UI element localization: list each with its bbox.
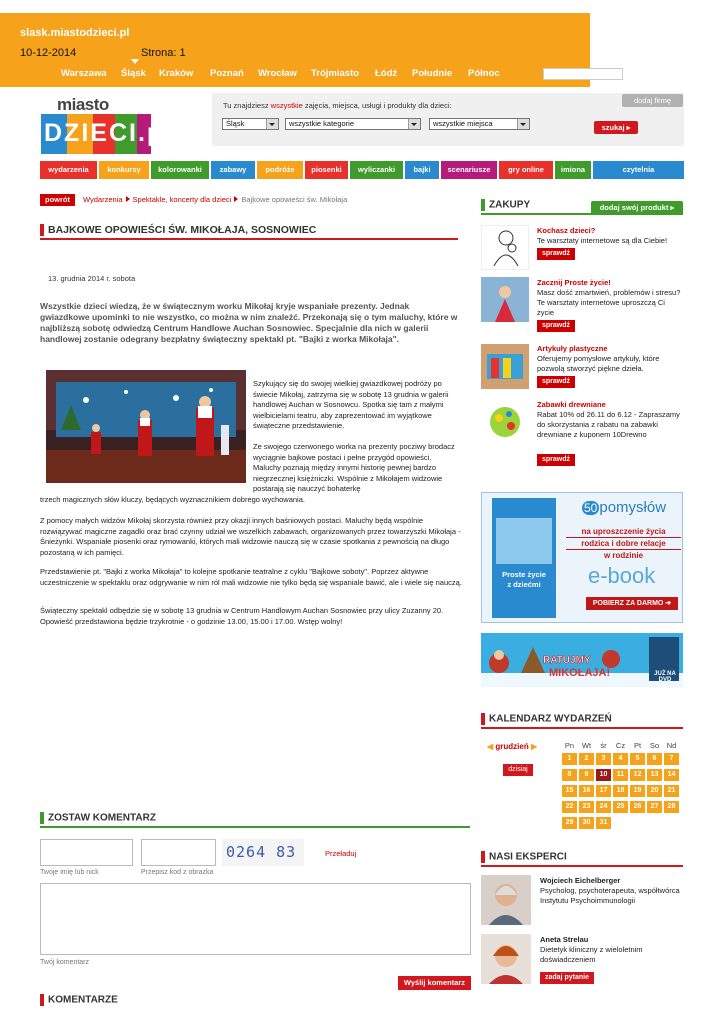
chevron-right-icon[interactable]: ▶ bbox=[530, 742, 538, 751]
calendar-day[interactable]: 15 bbox=[562, 785, 577, 797]
calendar-day-header: Pn bbox=[564, 741, 575, 750]
current-date: 10-12-2014 bbox=[20, 47, 77, 59]
calendar-day-header: So bbox=[649, 741, 660, 750]
category-link[interactable]: imiona bbox=[555, 161, 591, 179]
city-link[interactable]: Północ bbox=[468, 68, 500, 79]
calendar-day[interactable]: 8 bbox=[562, 769, 577, 781]
ebook-headline: 50 pomysłów bbox=[584, 499, 667, 516]
region-select[interactable]: Śląsk bbox=[222, 118, 279, 130]
calendar-day[interactable]: 6 bbox=[647, 753, 662, 765]
check-button[interactable]: sprawdź bbox=[537, 248, 575, 260]
city-link[interactable]: Trójmiasto bbox=[311, 68, 360, 79]
ebook-download-button[interactable]: POBIERZ ZA DARMO ➔ bbox=[586, 597, 678, 610]
product-thumbnail[interactable] bbox=[481, 277, 529, 322]
calendar-day[interactable]: 1 bbox=[562, 753, 577, 765]
calendar-day[interactable]: 13 bbox=[647, 769, 662, 781]
calendar-day[interactable]: 23 bbox=[579, 801, 594, 813]
category-link[interactable]: bajki bbox=[405, 161, 439, 179]
calendar-day[interactable]: 22 bbox=[562, 801, 577, 813]
product-thumbnail[interactable] bbox=[481, 225, 529, 270]
comments-title: KOMENTARZE bbox=[40, 994, 118, 1006]
calendar-day-header: Cz bbox=[615, 741, 626, 750]
product-desc: Oferujemy pomysłowe artykuły, które pozwolą stworzyć piękne dzieła. bbox=[537, 354, 660, 373]
check-button[interactable]: sprawdź bbox=[537, 320, 575, 332]
calendar-day[interactable]: 30 bbox=[579, 817, 594, 829]
article-paragraph: Szykujący się do swojej wielkiej gwiazdkowej podróży po świecie Mikołaj, zatrzyma się w sobotę 13 grudnia w galerii handlowej Auchan w Sosnowcu. Spotka się tam z małymi wielbicielami teatru, aby zaprezentować im wyjątkowe świąteczne przedstawienie. bbox=[253, 379, 449, 430]
logo-top: miasto bbox=[57, 95, 109, 114]
product-title[interactable]: Zabawki drewniane bbox=[537, 400, 606, 409]
today-button[interactable]: dzisiaj bbox=[503, 764, 533, 776]
product-title[interactable]: Zacznij Proste życie! bbox=[537, 278, 611, 287]
product-desc: Rabat 10% od 26.11 do 6.12 - Zapraszamy do skorzystania z rabatu na zabawki drewniane z kuponem 10Drewno bbox=[537, 410, 680, 439]
logo-bottom bbox=[41, 114, 177, 154]
captcha-image: 0264 83 bbox=[222, 839, 304, 866]
name-input[interactable] bbox=[40, 839, 133, 866]
article-title: BAJKOWE OPOWIEŚCI ŚW. MIKOŁAJA, SOSNOWIEC bbox=[40, 224, 316, 236]
search-button[interactable]: szukaj ▸ bbox=[594, 121, 638, 134]
city-link[interactable]: Poznań bbox=[210, 68, 244, 79]
submit-comment-button[interactable]: Wyślij komentarz bbox=[398, 976, 471, 990]
all-link[interactable]: wszystkie bbox=[270, 101, 303, 110]
category-select[interactable]: wszystkie kategorie bbox=[285, 118, 421, 130]
magnifier-icon: □ bbox=[660, 68, 667, 79]
section-marker-icon bbox=[481, 199, 485, 211]
captcha-input[interactable] bbox=[141, 839, 216, 866]
breadcrumb-link[interactable]: Wydarzenia bbox=[83, 195, 123, 204]
calendar-day[interactable]: 21 bbox=[664, 785, 679, 797]
category-link[interactable]: zabawy bbox=[211, 161, 255, 179]
title-underline bbox=[40, 238, 458, 240]
title-underline bbox=[481, 727, 683, 729]
check-button[interactable]: sprawdź bbox=[537, 376, 575, 388]
city-link[interactable]: Łódź bbox=[375, 68, 398, 79]
banner-badge: JUŻ NA DVD bbox=[654, 671, 676, 683]
calendar-day[interactable]: 5 bbox=[630, 753, 645, 765]
product-thumbnail[interactable] bbox=[481, 400, 529, 445]
category-link[interactable]: konkursy bbox=[99, 161, 149, 179]
title-underline bbox=[481, 865, 683, 867]
calendar-day[interactable]: 9 bbox=[579, 769, 594, 781]
product-desc: Te warsztaty internetowe są dla Ciebie! bbox=[537, 236, 668, 245]
section-marker-icon bbox=[40, 812, 44, 824]
calendar-day[interactable]: 7 bbox=[664, 753, 679, 765]
calendar-day[interactable]: 2 bbox=[579, 753, 594, 765]
calendar-day[interactable]: 27 bbox=[647, 801, 662, 813]
expert-desc: Psycholog, psychoterapeuta, współtwórca Instytutu Psychoimmunologii bbox=[540, 886, 680, 905]
calendar-day[interactable]: 14 bbox=[664, 769, 679, 781]
chevron-right-icon bbox=[126, 196, 130, 202]
ask-question-button[interactable]: zadaj pytanie bbox=[540, 972, 594, 984]
category-link[interactable]: wyliczanki bbox=[350, 161, 403, 179]
add-company-button[interactable]: dodaj firmę bbox=[622, 94, 683, 107]
article-paragraph: Świąteczny spektakl odbędzie się w sobotę 13 grudnia w Centrum Handlowym Auchan Sosnowiec przy ulicy Zuzanny 20. Opowieść przedstawiona będzie trzykrotnie - o godzinie 13.00, 15.00 i 17.00. Wstęp wolny! bbox=[40, 606, 444, 626]
event-photo bbox=[46, 370, 246, 483]
chevron-down-icon bbox=[520, 123, 526, 126]
category-link[interactable]: scenariusze bbox=[441, 161, 497, 179]
ebook-label: e-book bbox=[588, 563, 656, 588]
breadcrumb bbox=[40, 194, 347, 206]
section-marker-icon bbox=[481, 851, 485, 863]
category-link[interactable]: podróże bbox=[257, 161, 303, 179]
calendar-day[interactable]: 29 bbox=[562, 817, 577, 829]
city-link[interactable]: Wrocław bbox=[258, 68, 297, 79]
breadcrumb-current: Bajkowe opowieści św. Mikołaja bbox=[241, 195, 348, 204]
calendar-day-header: śr bbox=[600, 741, 607, 750]
product-title[interactable]: Kochasz dzieci? bbox=[537, 226, 596, 235]
chevron-down-icon bbox=[269, 123, 275, 126]
calendar-day[interactable]: 19 bbox=[630, 785, 645, 797]
product-title[interactable]: Artykuły plastyczne bbox=[537, 344, 608, 353]
comment-textarea[interactable] bbox=[40, 883, 471, 955]
city-search-input[interactable] bbox=[543, 68, 623, 80]
add-product-button[interactable]: dodaj swój produkt ▸ bbox=[591, 201, 683, 215]
calendar-day[interactable]: 3 bbox=[596, 753, 611, 765]
banner-line2: MIKOŁAJA! bbox=[549, 667, 611, 679]
chevron-right-icon bbox=[234, 196, 238, 202]
movie-banner[interactable] bbox=[481, 633, 683, 687]
expert-photo[interactable] bbox=[481, 875, 531, 925]
calendar-day[interactable]: 4 bbox=[613, 753, 628, 765]
city-link[interactable]: Śląsk bbox=[121, 68, 146, 79]
expert-name[interactable]: Aneta Strelau bbox=[540, 935, 589, 944]
city-link[interactable]: Kraków bbox=[159, 68, 194, 79]
article-paragraph: trzech magicznych słów kluczy, będących wyznacznikiem dobrego wychowania. bbox=[40, 495, 305, 504]
ebook-tagline: na uproszczenie życia rodzica i dobre relacje w rodzinie bbox=[566, 526, 681, 561]
back-button[interactable]: powrót bbox=[40, 194, 75, 206]
article-paragraph: Przedstawienie pt. "Bajki z worka Mikołaja" to kolejne spotkanie teatralne z cyklu "Bajkowe soboty". Poprzez aktywne uczestniczenie w spektaklu oraz odgrywanie w nim ról mali widzowie nie tylko będą się wspaniale bawić, ale i wiele się nauczą. bbox=[40, 567, 462, 587]
category-link[interactable]: piosenki bbox=[305, 161, 348, 179]
page-number: Strona: 1 bbox=[141, 47, 186, 59]
ebook-cover-title: Proste życie bbox=[502, 570, 546, 579]
chevron-down-icon bbox=[411, 123, 417, 126]
category-link[interactable]: wydarzenia bbox=[40, 161, 97, 179]
comment-label: Twój komentarz bbox=[40, 959, 90, 966]
product-desc: Masz dość zmartwień, problemów i stresu? Te warsztaty internetowe uproszczą Ci życie bbox=[537, 288, 681, 317]
ebook-cover bbox=[492, 498, 556, 618]
calendar-title: KALENDARZ WYDARZEŃ bbox=[481, 713, 612, 725]
ebook-cover-subtitle: z dziećmi bbox=[507, 580, 541, 589]
shopping-title: ZAKUPY bbox=[481, 199, 530, 211]
title-underline bbox=[40, 826, 470, 828]
calendar-day-header: Wt bbox=[581, 741, 592, 750]
calendar-day[interactable]: 20 bbox=[647, 785, 662, 797]
captcha-label: Przepisz kod z obrazka bbox=[141, 869, 214, 876]
name-label: Twoje imię lub nick bbox=[40, 869, 99, 876]
search-intro: Tu znajdziesz wszystkie zajęcia, miejsca, usługi i produkty dla dzieci: bbox=[223, 101, 452, 110]
calendar-day[interactable]: 31 bbox=[596, 817, 611, 829]
city-link[interactable]: Południe bbox=[412, 68, 453, 79]
calendar-day[interactable]: 11 bbox=[613, 769, 628, 781]
calendar-day[interactable]: 10 bbox=[596, 769, 611, 781]
banner-line1: RATUJMY bbox=[543, 655, 591, 666]
calendar-day[interactable]: 28 bbox=[664, 801, 679, 813]
check-button[interactable]: sprawdź bbox=[537, 454, 575, 466]
captcha-reload-link[interactable]: Przeładuj bbox=[325, 849, 357, 858]
category-link[interactable]: gry online bbox=[499, 161, 553, 179]
calendar-day-header: Pt bbox=[633, 741, 642, 750]
comment-form-title: ZOSTAW KOMENTARZ bbox=[40, 812, 156, 824]
ebook-ad[interactable] bbox=[481, 492, 683, 623]
article-paragraph: Z pomocy małych widzów Mikołaj skorzysta również przy okazji innych baśniowych postaci. Maluchy będą wspólnie rozwiązywać magiczne zagadki oraz brać czynny udział we wszelkich zabawach, organizowanych przez towarzyszki Mikołaja - Śnieżynki. Wspaniałe piosenki oraz rymowanki, których mali widzowie nauczą się w czasie spotkania z pewnością na długo pozostaną w ich pamięci. bbox=[40, 516, 461, 557]
chevron-left-icon[interactable]: ◀ bbox=[487, 742, 494, 751]
product-thumbnail[interactable] bbox=[481, 344, 529, 389]
city-search-button[interactable]: szukaj □ bbox=[629, 68, 667, 79]
calendar-day[interactable]: 16 bbox=[579, 785, 594, 797]
category-link[interactable]: czytelnia bbox=[593, 161, 684, 179]
logo-text: DZIECI.pl bbox=[44, 119, 174, 147]
calendar-day-header: Nd bbox=[666, 741, 677, 750]
category-nav bbox=[40, 161, 684, 179]
section-marker-icon bbox=[40, 224, 44, 236]
article-paragraph: Ze swojego czerwonego worka na prezenty pocziwy brodacz wyciągnie bajkowe postaci i pełne przygód opowieści. Maluchy poznają między innymi historię pewnej bardzo niegrzecznej księżniczki. Wspólnie z Mikołajem widzowie postarają się nauczyć bohaterkę bbox=[253, 442, 455, 493]
calendar-day[interactable]: 24 bbox=[596, 801, 611, 813]
article-lead: Wszystkie dzieci wiedzą, że w świątecznym worku Mikołaj kryje wspaniałe prezenty. Jednak gwiazdkowe upominki to nie wszystko, co można w nim znaleźć. Przekonają się o tym maluchy, które w najbliższą sobotę odwiedzą Centrum Handlowe Auchan Sosnowiec. Specjalnie dla nich w galerii handlowej zostanie odegrany bezpłatny świąteczny spektakl pt. "Bajki z worka Mikołaja". bbox=[40, 301, 458, 344]
place-select[interactable]: wszystkie miejsca bbox=[429, 118, 530, 130]
breadcrumb-link[interactable]: Spektakle, koncerty dla dzieci bbox=[132, 195, 232, 204]
expert-photo[interactable] bbox=[481, 934, 531, 984]
calendar-day[interactable]: 25 bbox=[613, 801, 628, 813]
calendar-month[interactable]: ◀ grudzień ▶ bbox=[487, 742, 538, 751]
experts-title: NASI EKSPERCI bbox=[481, 851, 567, 863]
event-date: 13. grudnia 2014 r. sobota bbox=[48, 274, 136, 283]
expert-desc: Dietetyk kliniczny z wieloletnim doświadczeniem bbox=[540, 945, 643, 964]
city-link[interactable]: Warszawa bbox=[61, 68, 107, 79]
expert-name[interactable]: Wojciech Eichelberger bbox=[540, 876, 621, 885]
site-url[interactable]: slask.miastodzieci.pl bbox=[20, 27, 130, 39]
calendar-day[interactable]: 18 bbox=[613, 785, 628, 797]
calendar-day[interactable]: 26 bbox=[630, 801, 645, 813]
calendar-day[interactable]: 12 bbox=[630, 769, 645, 781]
calendar-day[interactable]: 17 bbox=[596, 785, 611, 797]
category-link[interactable]: kolorowanki bbox=[151, 161, 209, 179]
section-marker-icon bbox=[40, 994, 44, 1006]
site-logo[interactable] bbox=[41, 92, 177, 158]
section-marker-icon bbox=[481, 713, 485, 725]
